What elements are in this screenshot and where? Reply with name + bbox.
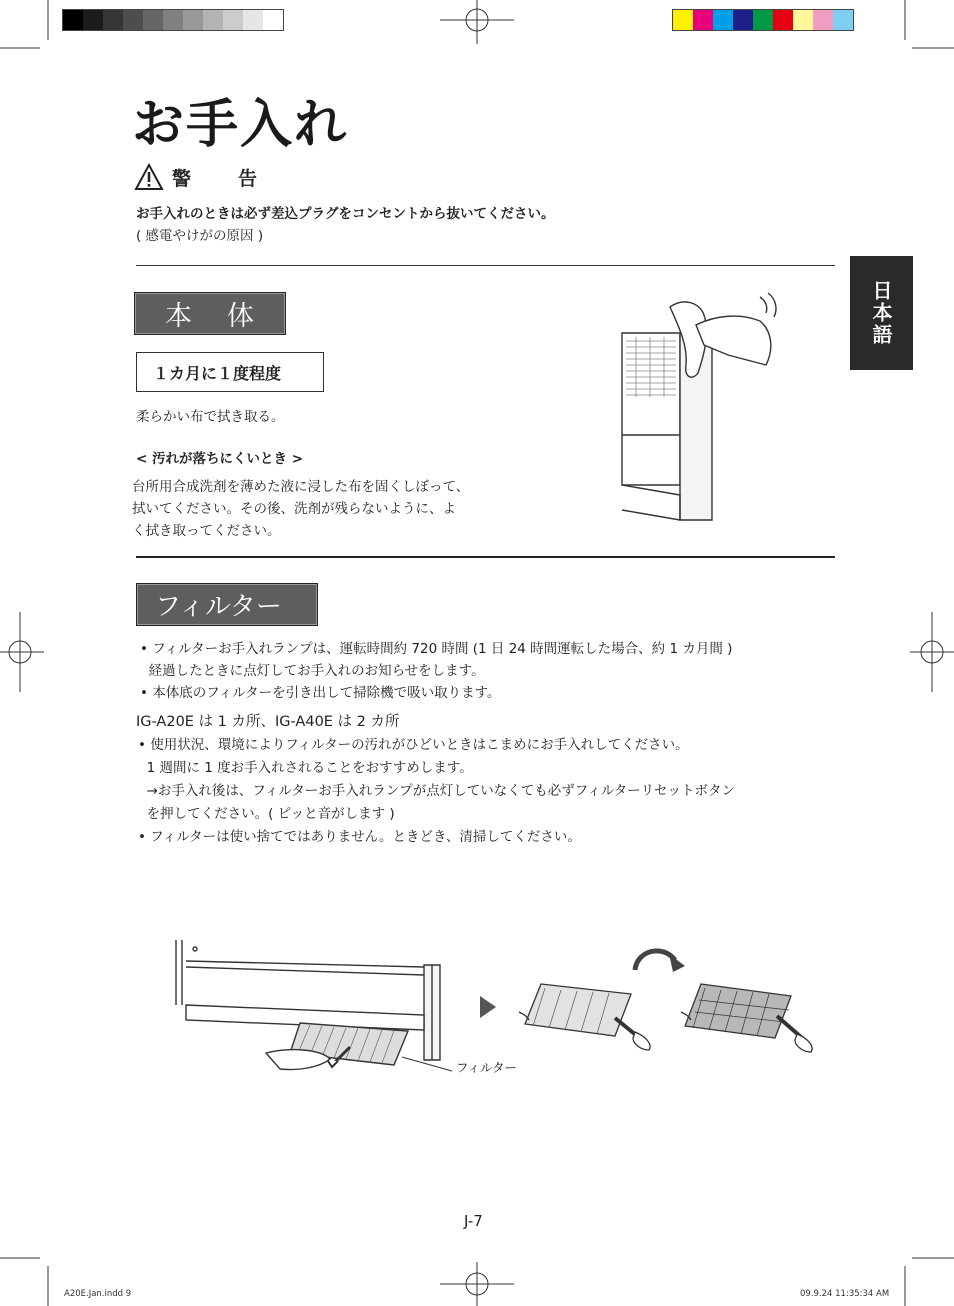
language-tab <box>850 256 913 370</box>
filter-callout-label: フィルター <box>456 1060 518 1075</box>
section-heading-filter-label: フィルター <box>155 592 282 622</box>
section-heading-body-label: 本 体 <box>165 301 258 332</box>
filter-vacuum-illustration <box>515 940 825 1060</box>
divider <box>136 556 835 558</box>
filter-tip-2: • フィルターは使い捨てではありません。ときどき、清掃してください。 <box>138 829 581 845</box>
wiping-unit-illustration <box>600 285 790 530</box>
warning-header <box>134 162 271 192</box>
model-note: IG-A20E は 1 カ所、IG-A40E は 2 カ所 <box>136 714 400 730</box>
warning-triangle-icon <box>134 163 164 191</box>
filter-tip-reset-cont: を押してください。( ピッと音がします ) <box>138 806 395 822</box>
language-tab-label: 日本語 <box>869 280 893 346</box>
divider <box>136 265 835 266</box>
footer-timestamp: 09.9.24 11:35:34 AM <box>800 1289 890 1299</box>
filter-bullet-1: • フィルターお手入れランプは、運転時間約 720 時間 (1 日 24 時間運転した場合、約 1 カ月間 ) <box>140 641 733 657</box>
stubborn-dirt-line-2: 拭いてください。その後、洗剤が残らないように、よ <box>132 501 456 517</box>
filter-tip-reset: →お手入れ後は、フィルターお手入れランプが点灯していなくても必ずフィルターリセットボタン <box>138 783 736 799</box>
stubborn-dirt-line-1: 台所用合成洗剤を薄めた液に浸した布を固くしぼって、 <box>132 479 470 495</box>
warning-text: お手入れのときは必ず差込プラグをコンセントから抜いてください。 <box>136 206 555 222</box>
warning-reason: ( 感電やけがの原因 ) <box>136 228 264 244</box>
footer-file-info: A20E.Jan.indd 9 <box>64 1289 132 1299</box>
frequency-label: １カ月に１度程度 <box>153 363 282 383</box>
stubborn-dirt-line-3: く拭き取ってください。 <box>132 523 281 539</box>
filter-tip-1: • 使用状況、環境によりフィルターの汚れがひどいときはこまめにお手入れしてください。 <box>138 737 689 753</box>
stubborn-dirt-heading: < 汚れが落ちにくいとき > <box>136 451 304 467</box>
next-step-arrow-icon <box>478 994 498 1020</box>
filter-tip-1-cont: 1 週間に 1 度お手入れされることをおすすめします。 <box>138 760 473 776</box>
frequency-box <box>136 352 324 392</box>
section-heading-filter <box>136 583 318 626</box>
filter-removal-illustration <box>170 935 470 1075</box>
warning-title: 警 告 <box>172 167 272 190</box>
page-number: J-7 <box>464 1212 483 1230</box>
filter-bullet-1-cont: 経過したときに点灯してお手入れのお知らせをします。 <box>140 663 485 679</box>
section-heading-body <box>134 292 286 335</box>
filter-bullet-2: • 本体底のフィルターを引き出して掃除機で吸い取ります。 <box>140 685 501 701</box>
body-instruction: 柔らかい布で拭き取る。 <box>136 409 285 425</box>
page-title: お手入れ <box>132 95 349 155</box>
